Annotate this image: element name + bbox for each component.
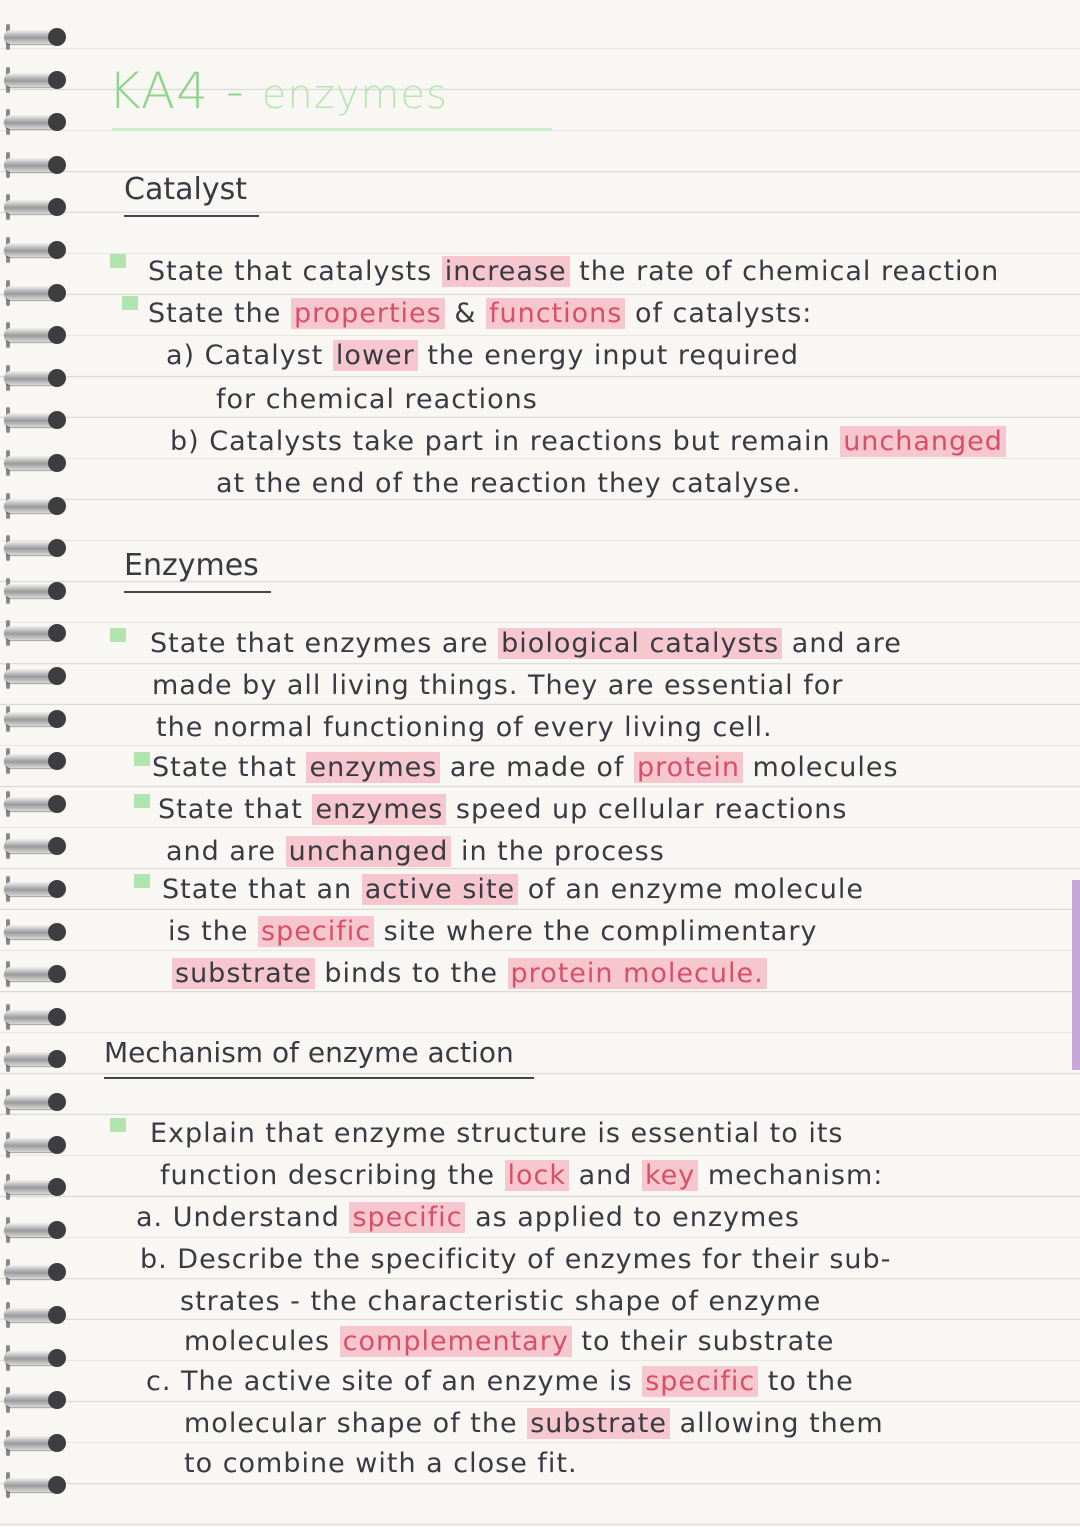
catalyst-line-4: for chemical reactions [216, 384, 538, 415]
spiral-ring [4, 787, 68, 821]
spiral-ring [4, 403, 68, 437]
spiral-ring [4, 1213, 68, 1247]
enzymes-line-1: State that enzymes are biological catalysts and are [150, 628, 902, 659]
spiral-ring [4, 702, 68, 736]
spiral-ring [4, 1128, 68, 1162]
mechanism-line-7: c. The active site of an enzyme is specific to the [146, 1366, 854, 1397]
spiral-ring [4, 1085, 68, 1119]
spiral-ring [4, 233, 68, 267]
mechanism-line-9: to combine with a close fit. [184, 1448, 578, 1479]
spiral-ring [4, 20, 68, 54]
mechanism-line-1: Explain that enzyme structure is essential to its [150, 1118, 844, 1149]
spiral-ring [4, 915, 68, 949]
spiral-ring [4, 190, 68, 224]
spiral-ring [4, 744, 68, 778]
mechanism-line-2: function describing the lock and key mechanism: [160, 1160, 884, 1191]
spiral-ring [4, 574, 68, 608]
enzymes-line-7: State that an active site of an enzyme molecule [162, 874, 864, 905]
catalyst-line-5: b) Catalysts take part in reactions but remain unchanged [170, 426, 1006, 457]
bullet-marker [110, 628, 126, 642]
spiral-ring [4, 659, 68, 693]
enzymes-line-2: made by all living things. They are essential for [152, 670, 844, 701]
bullet-marker [134, 752, 150, 766]
heading-enzymes: Enzymes [124, 548, 259, 583]
spiral-ring [4, 63, 68, 97]
spiral-ring [4, 1170, 68, 1204]
title-underline [112, 128, 552, 131]
spiral-ring [4, 148, 68, 182]
heading-catalyst: Catalyst [124, 172, 247, 207]
spiral-ring [4, 616, 68, 650]
spiral-ring [4, 276, 68, 310]
spiral-ring [4, 446, 68, 480]
enzymes-line-4: State that enzymes are made of protein molecules [152, 752, 899, 783]
page-edge-tab [1072, 880, 1080, 1070]
spiral-ring [4, 531, 68, 565]
spiral-ring [4, 1468, 68, 1502]
catalyst-line-2: State the properties & functions of catalysts: [148, 298, 813, 329]
spiral-ring [4, 489, 68, 523]
bullet-marker [134, 794, 150, 808]
bullet-marker [122, 296, 138, 310]
spiral-ring [4, 1383, 68, 1417]
enzymes-line-5: State that enzymes speed up cellular reactions [158, 794, 848, 825]
spiral-ring [4, 1341, 68, 1375]
mechanism-line-3: a. Understand specific as applied to enzymes [136, 1202, 800, 1233]
spiral-ring [4, 1000, 68, 1034]
spiral-ring [4, 361, 68, 395]
spiral-ring [4, 829, 68, 863]
bullet-marker [110, 1118, 126, 1132]
page-title: KA4 - enzymes [108, 62, 448, 120]
spiral-ring [4, 872, 68, 906]
spiral-ring [4, 1042, 68, 1076]
spiral-ring [4, 318, 68, 352]
catalyst-line-3: a) Catalyst lower the energy input required [166, 340, 800, 371]
spiral-binding [0, 0, 80, 1527]
enzymes-line-3: the normal functioning of every living cell. [156, 712, 773, 743]
spiral-ring [4, 1426, 68, 1460]
enzymes-line-6: and are unchanged in the process [166, 836, 665, 867]
mechanism-line-5: strates - the characteristic shape of enzyme [180, 1286, 822, 1317]
spiral-ring [4, 1298, 68, 1332]
mechanism-line-8: molecular shape of the substrate allowing them [184, 1408, 884, 1439]
mechanism-line-4: b. Describe the specificity of enzymes for their sub- [140, 1244, 892, 1275]
catalyst-line-6: at the end of the reaction they catalyse. [216, 468, 802, 499]
spiral-ring [4, 105, 68, 139]
enzymes-line-9: substrate binds to the protein molecule. [172, 958, 767, 989]
bullet-marker [110, 254, 126, 268]
spiral-ring [4, 957, 68, 991]
bullet-marker [134, 874, 150, 888]
mechanism-line-6: molecules complementary to their substrate [184, 1326, 835, 1357]
catalyst-line-1: State that catalysts increase the rate of chemical reaction [148, 256, 1000, 287]
heading-mechanism: Mechanism of enzyme action [104, 1036, 514, 1069]
spiral-ring [4, 1255, 68, 1289]
enzymes-line-8: is the specific site where the complimentary [168, 916, 818, 947]
